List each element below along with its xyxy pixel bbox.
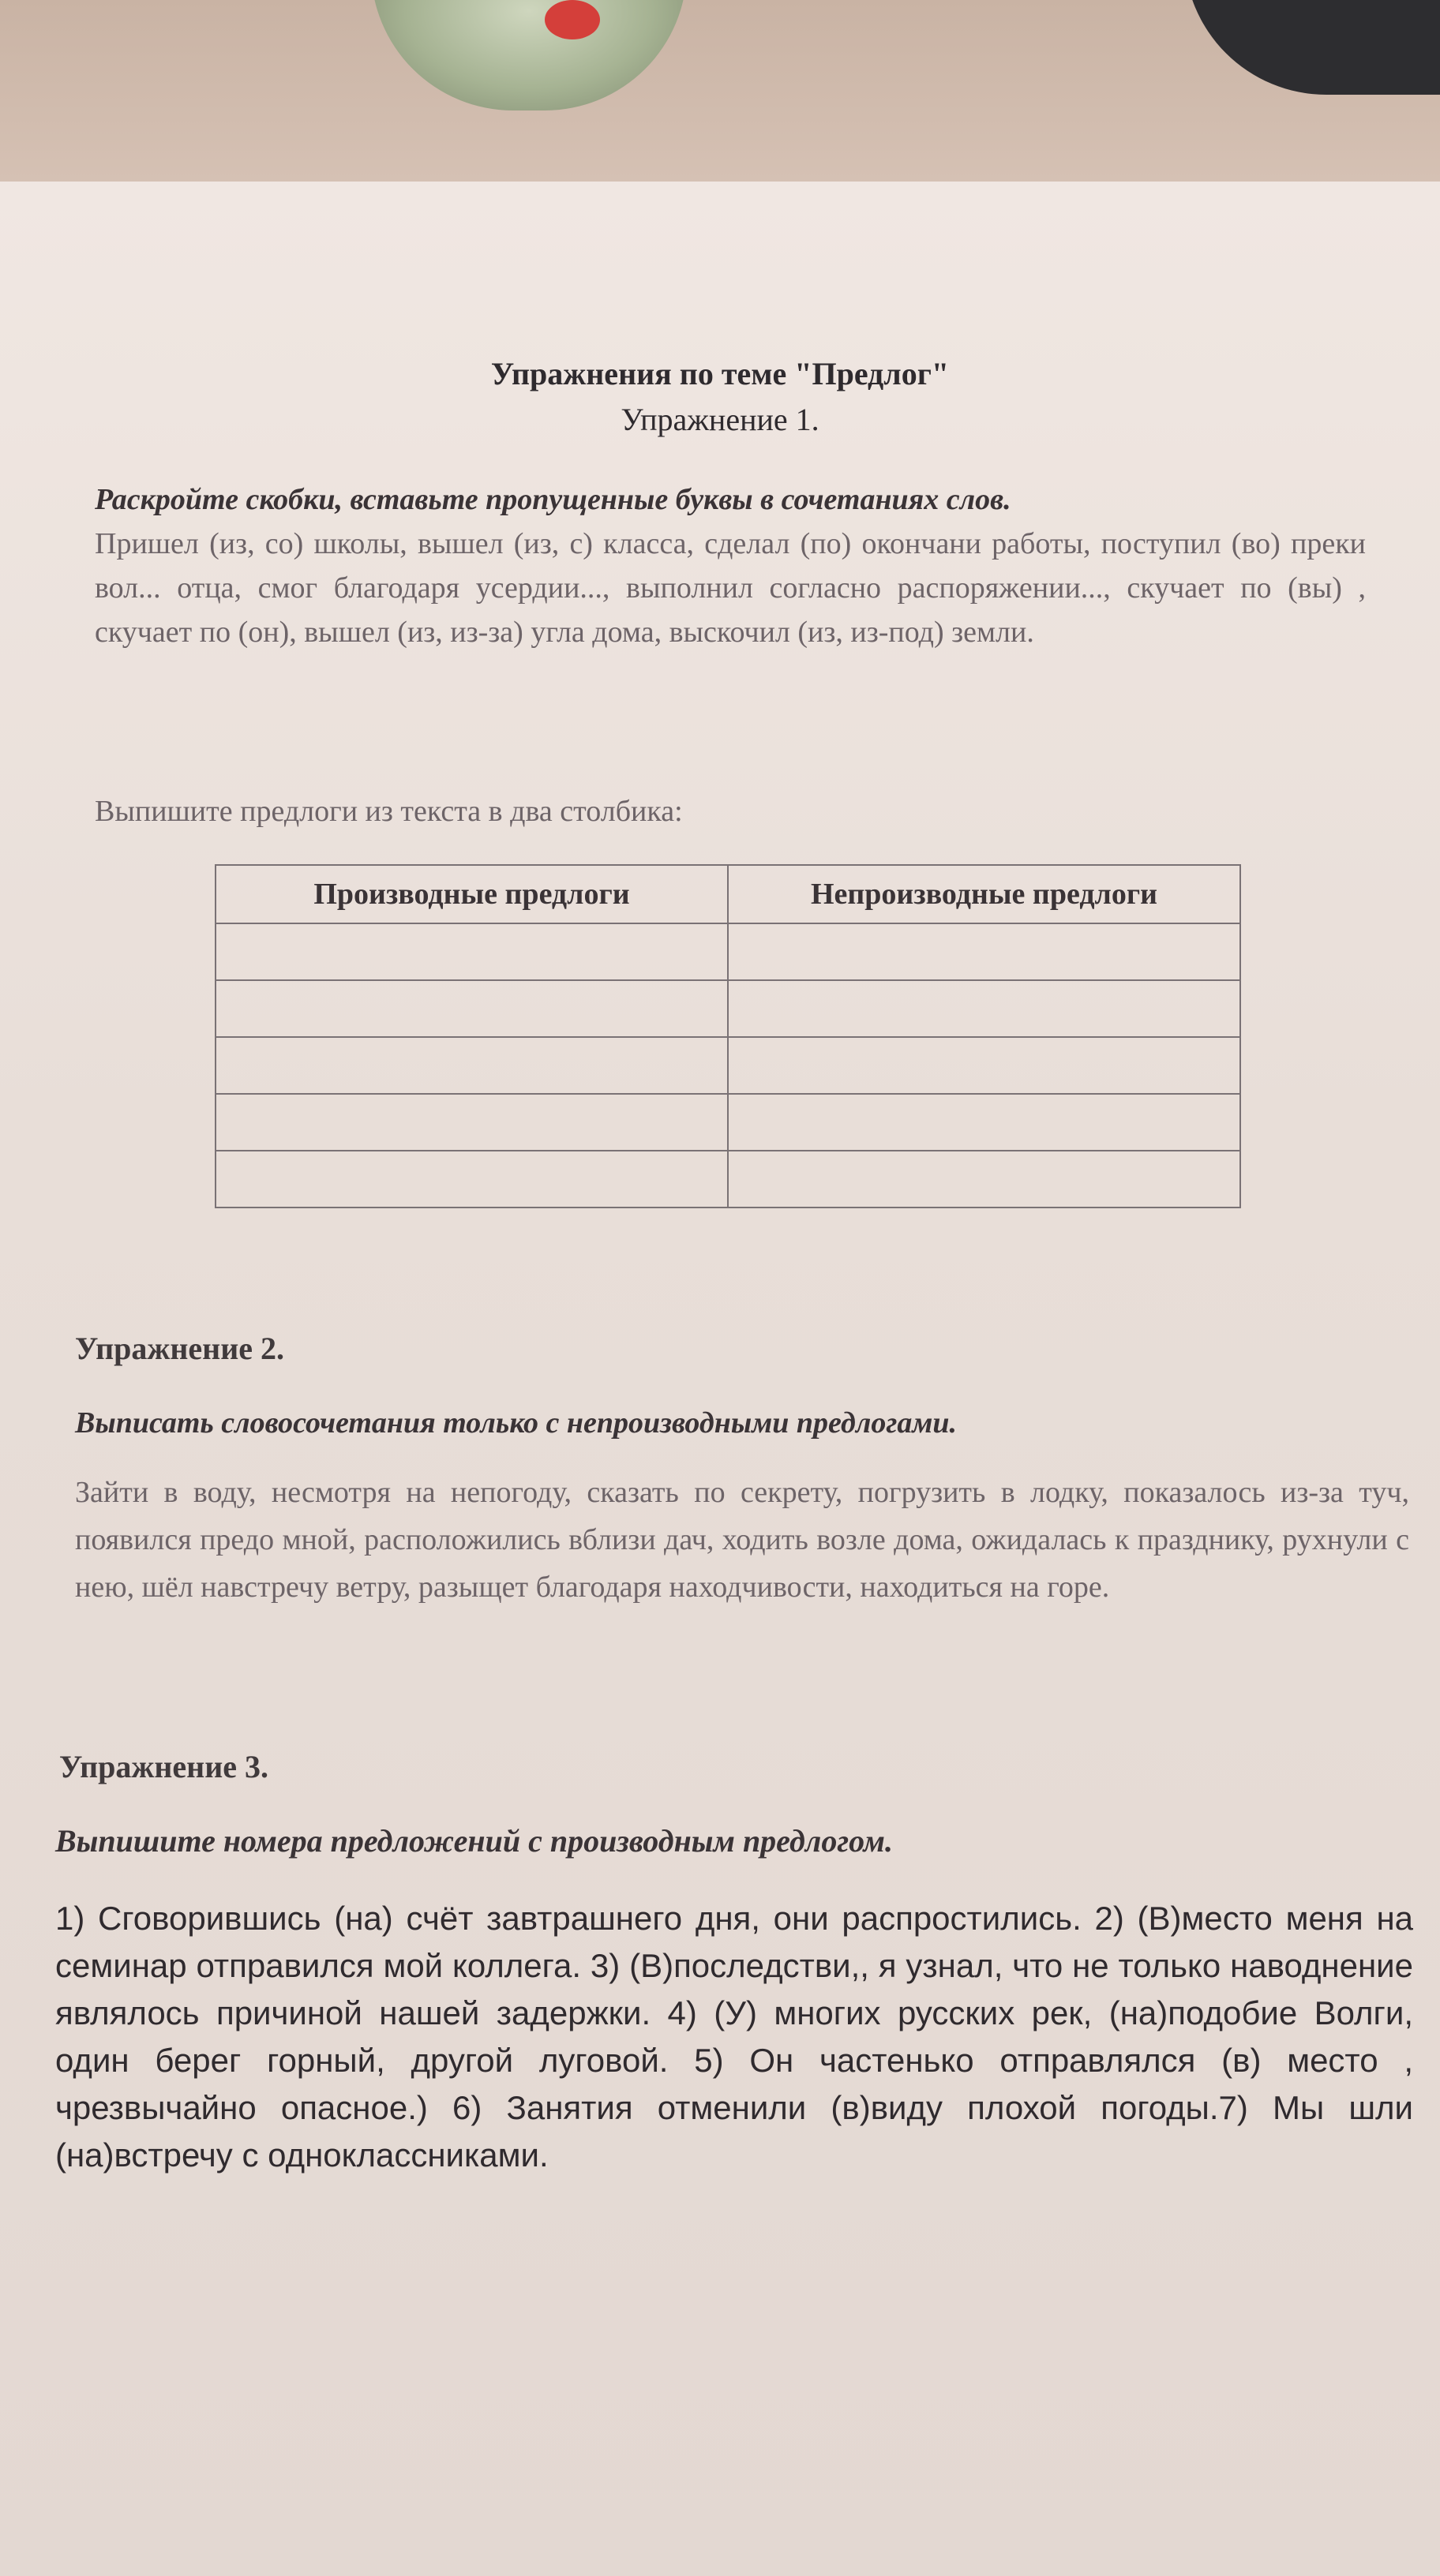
exercise1-instruction: Раскройте скобки, вставьте пропущенные буквы в сочетаниях слов.	[95, 483, 1011, 516]
exercise1-heading: Упражнение 1.	[621, 402, 819, 437]
table-cell[interactable]	[216, 980, 728, 1037]
exercise2-heading: Упражнение 2.	[75, 1331, 285, 1366]
table-cell[interactable]	[216, 923, 728, 980]
table-cell[interactable]	[216, 1094, 728, 1151]
table-cell[interactable]	[728, 1037, 1240, 1094]
table-row	[216, 1037, 1240, 1094]
table-cell[interactable]	[216, 1151, 728, 1208]
exercise2-text: Зайти в воду, несмотря на непогоду, сказать по секрету, погрузить в лодку, показалось из-за туч, появился предо мной, расположились вблизи дач, ходить возле дома, ожидалась к празднику, рухнули с нею, шёл навстречу ветру, разыщет благодаря находчивости, находиться на горе.	[75, 1476, 1409, 1604]
exercise3-content	[55, 1819, 1413, 2179]
table-header-row	[216, 865, 1240, 923]
table-row	[216, 1094, 1240, 1151]
table-header-nonderivative: Непроизводные предлоги	[728, 865, 1240, 923]
exercise1-text: Пришел (из, со) школы, вышел (из, с) класса, сделал (по) окончани работы, поступил (во) преки вол... отца, смог благодаря усердии..., выполнил согласно распоряжении..., скучает по (вы) , скучает по (он), вышел (из, из-за) угла дома, выскочил (из, из-под) земли.	[95, 527, 1366, 649]
table-cell[interactable]	[728, 980, 1240, 1037]
worksheet-title: Упражнения по теме "Предлог"	[490, 356, 950, 391]
table-cell[interactable]	[216, 1037, 728, 1094]
table-row	[216, 923, 1240, 980]
table-row	[216, 1151, 1240, 1208]
table-cell[interactable]	[728, 1151, 1240, 1208]
exercise2-instruction: Выписать словосочетания только с непроизводными предлогами.	[75, 1406, 958, 1440]
exercise3-instruction: Выпишите номера предложений с производным предлогом.	[55, 1823, 893, 1859]
table-cell[interactable]	[728, 1094, 1240, 1151]
exercise2-content	[75, 1401, 1409, 1611]
table-cell[interactable]	[728, 923, 1240, 980]
table-row	[216, 980, 1240, 1037]
exercise1-task: Выпишите предлоги из текста в два столбика:	[95, 795, 683, 828]
exercise3-heading: Упражнение 3.	[59, 1749, 269, 1784]
worksheet-paper	[0, 182, 1440, 2576]
exercise3-text: 1) Сговорившись (на) счёт завтрашнего дня, они распростились. 2) (В)место меня на семинар отправился мой коллега. 3) (В)последстви,, я узнал, что не только наводнение являлось причиной нашей задержки. 4) (У) многих русских рек, (на)подобие Волги, один берег горный, другой луговой. 5) Он частенько отправлялся (в) место , чрезвычайно опасное.) 6) Занятия отменили (в)виду плохой погоды.7) Мы шли (на)встречу с одноклассниками.	[55, 1900, 1413, 2174]
prepositions-table	[215, 864, 1241, 1208]
jar-flower-decoration	[545, 0, 600, 39]
table-header-derivative: Производные предлоги	[216, 865, 728, 923]
exercise1-content	[95, 477, 1366, 654]
